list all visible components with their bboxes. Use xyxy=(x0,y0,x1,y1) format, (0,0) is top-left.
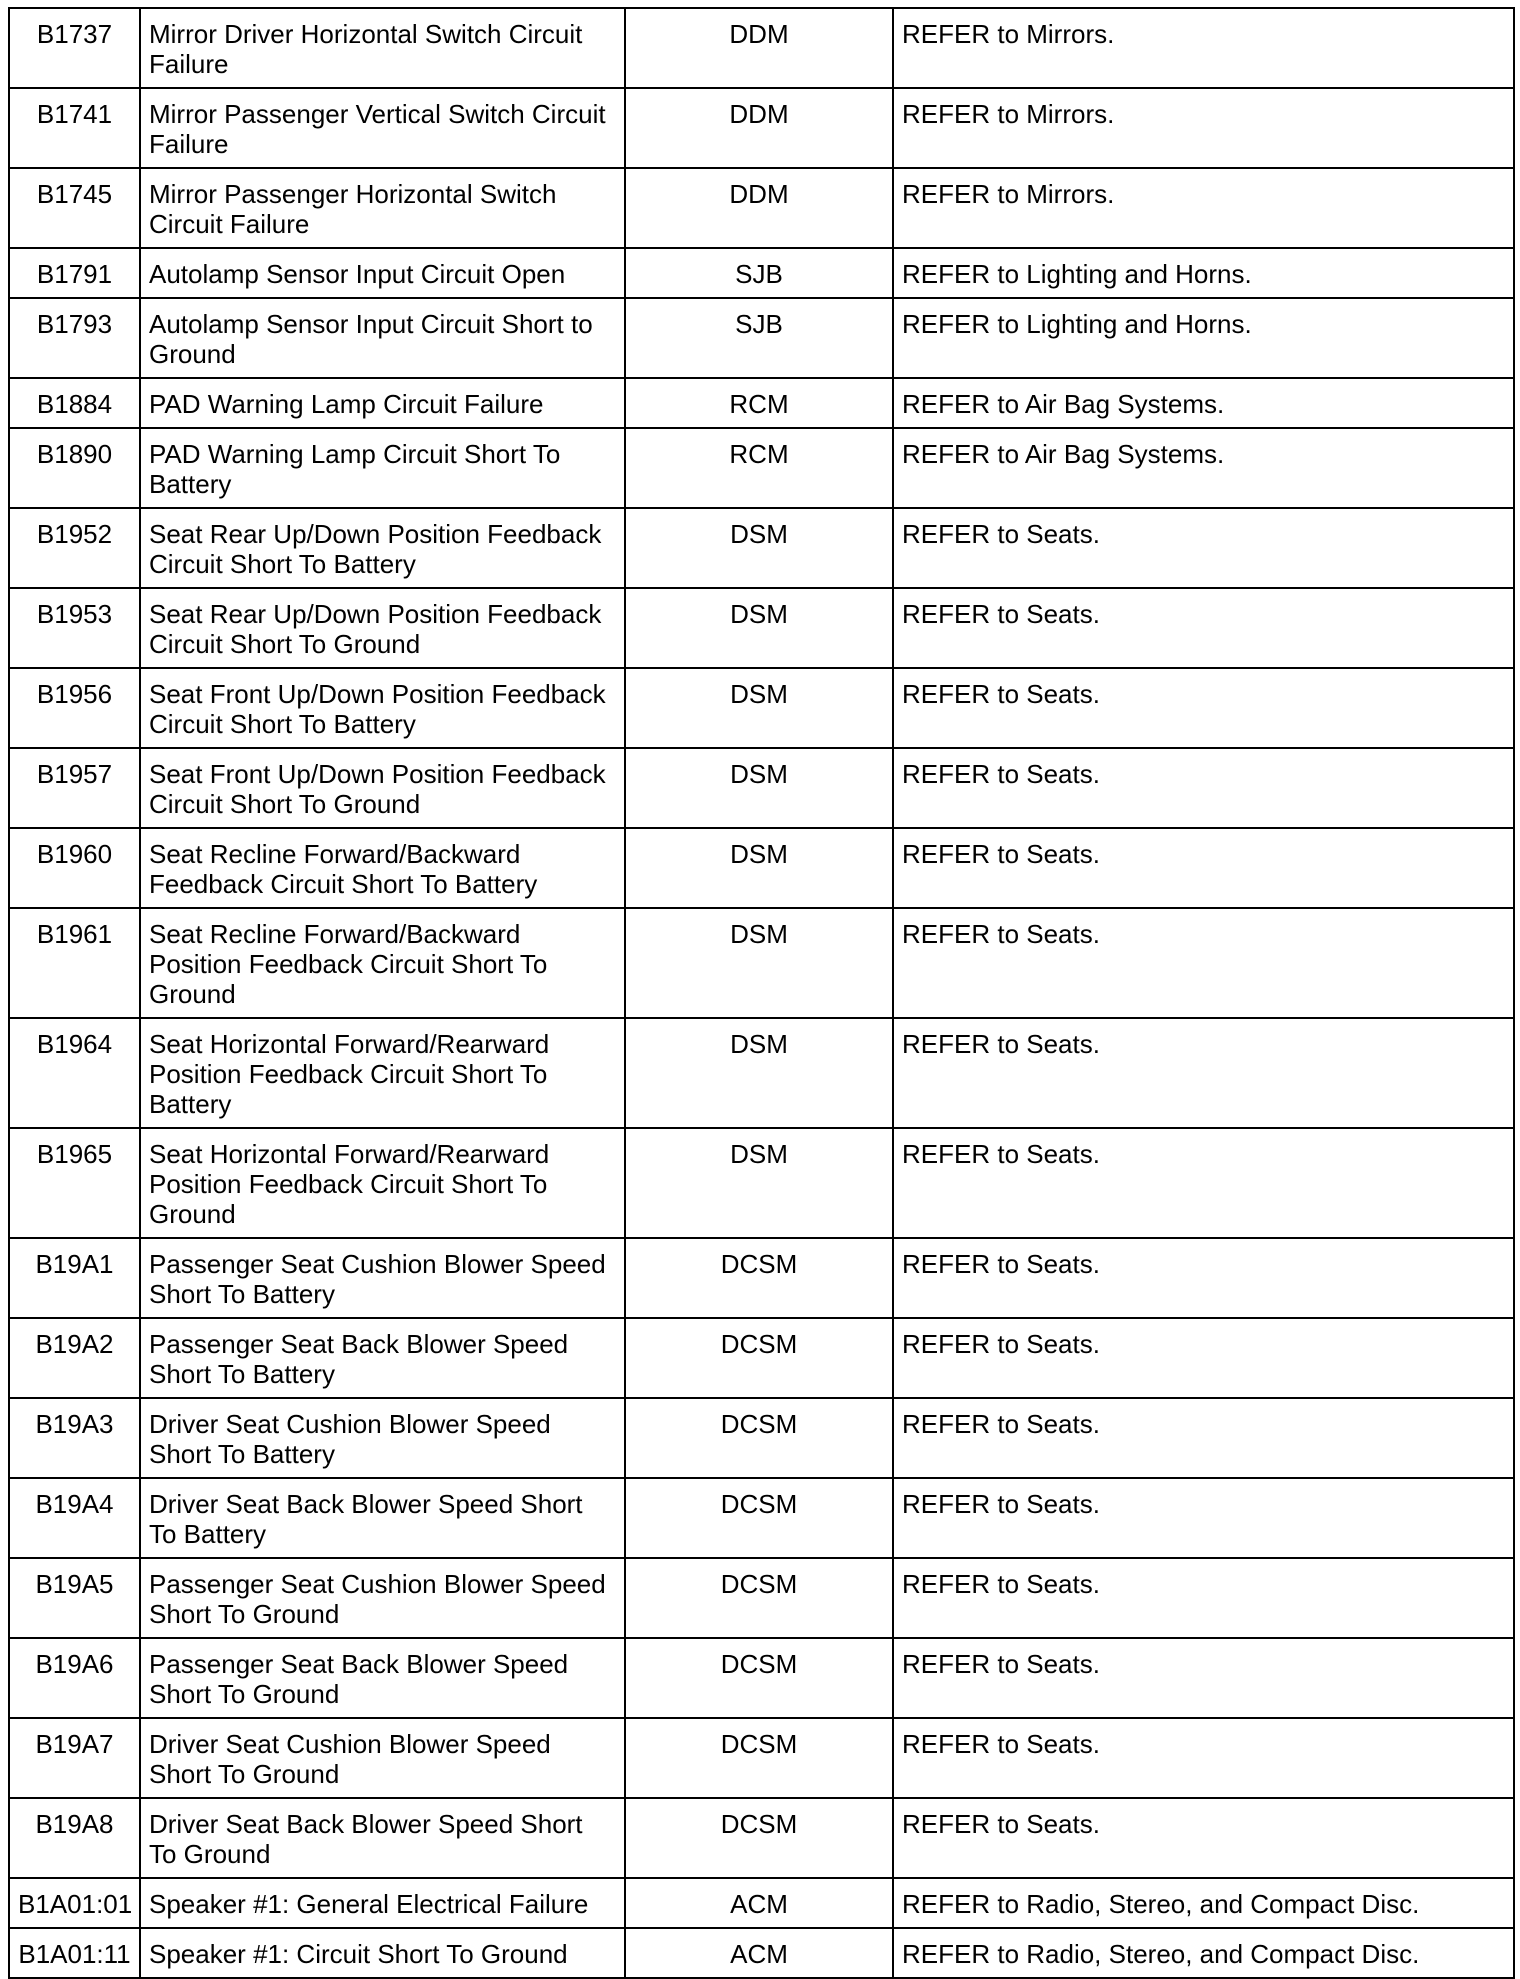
dtc-action-cell: REFER to Seats. xyxy=(893,748,1514,828)
dtc-module-cell: DCSM xyxy=(625,1398,893,1478)
dtc-module-cell: DCSM xyxy=(625,1478,893,1558)
dtc-action-cell: REFER to Seats. xyxy=(893,1478,1514,1558)
dtc-action-cell: REFER to Seats. xyxy=(893,1798,1514,1878)
dtc-code-cell: B1965 xyxy=(9,1128,140,1238)
dtc-code-cell: B1961 xyxy=(9,908,140,1018)
dtc-code-cell: B19A3 xyxy=(9,1398,140,1478)
table-row xyxy=(9,1878,1514,1928)
dtc-code-cell: B19A4 xyxy=(9,1478,140,1558)
table-row xyxy=(9,298,1514,378)
table-row xyxy=(9,168,1514,248)
dtc-module-cell: ACM xyxy=(625,1878,893,1928)
dtc-code-cell: B1745 xyxy=(9,168,140,248)
dtc-description-cell: Driver Seat Back Blower Speed Short To Ground xyxy=(140,1798,625,1878)
table-row xyxy=(9,8,1514,88)
dtc-module-cell: SJB xyxy=(625,248,893,298)
dtc-action-cell: REFER to Mirrors. xyxy=(893,8,1514,88)
dtc-code-cell: B1964 xyxy=(9,1018,140,1128)
dtc-description-cell: Autolamp Sensor Input Circuit Short to Ground xyxy=(140,298,625,378)
dtc-description-cell: Mirror Driver Horizontal Switch Circuit Failure xyxy=(140,8,625,88)
dtc-table xyxy=(8,7,1515,1979)
dtc-description-cell: Speaker #1: Circuit Short To Ground xyxy=(140,1928,625,1978)
dtc-description-cell: Seat Recline Forward/Backward Feedback Circuit Short To Battery xyxy=(140,828,625,908)
table-row xyxy=(9,1718,1514,1798)
table-row xyxy=(9,428,1514,508)
dtc-module-cell: DCSM xyxy=(625,1238,893,1318)
dtc-code-cell: B1952 xyxy=(9,508,140,588)
dtc-module-cell: DSM xyxy=(625,668,893,748)
dtc-code-cell: B19A1 xyxy=(9,1238,140,1318)
dtc-action-cell: REFER to Lighting and Horns. xyxy=(893,248,1514,298)
dtc-code-cell: B1737 xyxy=(9,8,140,88)
dtc-description-cell: Seat Rear Up/Down Position Feedback Circuit Short To Battery xyxy=(140,508,625,588)
dtc-action-cell: REFER to Air Bag Systems. xyxy=(893,378,1514,428)
dtc-code-cell: B19A2 xyxy=(9,1318,140,1398)
dtc-action-cell: REFER to Radio, Stereo, and Compact Disc. xyxy=(893,1928,1514,1978)
dtc-description-cell: Speaker #1: General Electrical Failure xyxy=(140,1878,625,1928)
dtc-description-cell: Autolamp Sensor Input Circuit Open xyxy=(140,248,625,298)
dtc-description-cell: Seat Horizontal Forward/Rearward Position Feedback Circuit Short To Ground xyxy=(140,1128,625,1238)
dtc-action-cell: REFER to Mirrors. xyxy=(893,168,1514,248)
dtc-action-cell: REFER to Seats. xyxy=(893,508,1514,588)
dtc-description-cell: Seat Horizontal Forward/Rearward Position Feedback Circuit Short To Battery xyxy=(140,1018,625,1128)
table-row xyxy=(9,248,1514,298)
table-row xyxy=(9,908,1514,1018)
dtc-code-cell: B1A01:11 xyxy=(9,1928,140,1978)
dtc-code-cell: B1A01:01 xyxy=(9,1878,140,1928)
dtc-module-cell: ACM xyxy=(625,1928,893,1978)
dtc-module-cell: DSM xyxy=(625,748,893,828)
dtc-description-cell: PAD Warning Lamp Circuit Short To Battery xyxy=(140,428,625,508)
dtc-module-cell: DCSM xyxy=(625,1638,893,1718)
dtc-description-cell: Passenger Seat Back Blower Speed Short To Ground xyxy=(140,1638,625,1718)
dtc-action-cell: REFER to Seats. xyxy=(893,1718,1514,1798)
table-row xyxy=(9,1018,1514,1128)
dtc-action-cell: REFER to Seats. xyxy=(893,828,1514,908)
table-row xyxy=(9,1798,1514,1878)
table-row xyxy=(9,1238,1514,1318)
dtc-description-cell: Mirror Passenger Vertical Switch Circuit Failure xyxy=(140,88,625,168)
dtc-action-cell: REFER to Seats. xyxy=(893,1018,1514,1128)
table-row xyxy=(9,1638,1514,1718)
dtc-description-cell: Mirror Passenger Horizontal Switch Circuit Failure xyxy=(140,168,625,248)
dtc-action-cell: REFER to Seats. xyxy=(893,1238,1514,1318)
dtc-module-cell: DDM xyxy=(625,168,893,248)
dtc-description-cell: Seat Front Up/Down Position Feedback Circuit Short To Battery xyxy=(140,668,625,748)
dtc-description-cell: Seat Front Up/Down Position Feedback Circuit Short To Ground xyxy=(140,748,625,828)
dtc-description-cell: PAD Warning Lamp Circuit Failure xyxy=(140,378,625,428)
table-row xyxy=(9,668,1514,748)
dtc-action-cell: REFER to Seats. xyxy=(893,588,1514,668)
dtc-action-cell: REFER to Seats. xyxy=(893,1558,1514,1638)
dtc-description-cell: Passenger Seat Cushion Blower Speed Short To Battery xyxy=(140,1238,625,1318)
dtc-description-cell: Driver Seat Cushion Blower Speed Short To Ground xyxy=(140,1718,625,1798)
dtc-module-cell: RCM xyxy=(625,378,893,428)
dtc-action-cell: REFER to Seats. xyxy=(893,668,1514,748)
table-row xyxy=(9,378,1514,428)
table-row xyxy=(9,88,1514,168)
dtc-code-cell: B1953 xyxy=(9,588,140,668)
dtc-module-cell: DCSM xyxy=(625,1718,893,1798)
dtc-code-cell: B1884 xyxy=(9,378,140,428)
dtc-module-cell: SJB xyxy=(625,298,893,378)
dtc-code-cell: B1741 xyxy=(9,88,140,168)
table-row xyxy=(9,588,1514,668)
dtc-description-cell: Passenger Seat Back Blower Speed Short To Battery xyxy=(140,1318,625,1398)
dtc-description-cell: Passenger Seat Cushion Blower Speed Short To Ground xyxy=(140,1558,625,1638)
dtc-code-cell: B1957 xyxy=(9,748,140,828)
dtc-code-cell: B19A8 xyxy=(9,1798,140,1878)
dtc-module-cell: DDM xyxy=(625,88,893,168)
dtc-action-cell: REFER to Seats. xyxy=(893,1398,1514,1478)
dtc-code-cell: B1956 xyxy=(9,668,140,748)
dtc-action-cell: REFER to Radio, Stereo, and Compact Disc. xyxy=(893,1878,1514,1928)
dtc-module-cell: DCSM xyxy=(625,1558,893,1638)
dtc-description-cell: Driver Seat Back Blower Speed Short To Battery xyxy=(140,1478,625,1558)
dtc-module-cell: DSM xyxy=(625,828,893,908)
dtc-code-cell: B1791 xyxy=(9,248,140,298)
dtc-description-cell: Seat Recline Forward/Backward Position Feedback Circuit Short To Ground xyxy=(140,908,625,1018)
table-row xyxy=(9,1398,1514,1478)
table-row xyxy=(9,828,1514,908)
dtc-code-cell: B1890 xyxy=(9,428,140,508)
dtc-description-cell: Seat Rear Up/Down Position Feedback Circuit Short To Ground xyxy=(140,588,625,668)
dtc-table-body xyxy=(9,8,1514,1978)
table-row xyxy=(9,1128,1514,1238)
dtc-code-cell: B19A5 xyxy=(9,1558,140,1638)
dtc-module-cell: DSM xyxy=(625,1128,893,1238)
dtc-action-cell: REFER to Lighting and Horns. xyxy=(893,298,1514,378)
table-row xyxy=(9,748,1514,828)
dtc-action-cell: REFER to Seats. xyxy=(893,1318,1514,1398)
table-row xyxy=(9,1478,1514,1558)
dtc-module-cell: DSM xyxy=(625,508,893,588)
table-row xyxy=(9,1318,1514,1398)
dtc-action-cell: REFER to Seats. xyxy=(893,908,1514,1018)
dtc-module-cell: DSM xyxy=(625,908,893,1018)
table-row xyxy=(9,508,1514,588)
dtc-action-cell: REFER to Mirrors. xyxy=(893,88,1514,168)
dtc-module-cell: DSM xyxy=(625,1018,893,1128)
dtc-action-cell: REFER to Air Bag Systems. xyxy=(893,428,1514,508)
dtc-action-cell: REFER to Seats. xyxy=(893,1638,1514,1718)
dtc-module-cell: DSM xyxy=(625,588,893,668)
dtc-description-cell: Driver Seat Cushion Blower Speed Short To Battery xyxy=(140,1398,625,1478)
table-row xyxy=(9,1558,1514,1638)
dtc-module-cell: DDM xyxy=(625,8,893,88)
dtc-code-cell: B19A7 xyxy=(9,1718,140,1798)
dtc-module-cell: RCM xyxy=(625,428,893,508)
dtc-code-cell: B1960 xyxy=(9,828,140,908)
dtc-module-cell: DCSM xyxy=(625,1318,893,1398)
dtc-code-cell: B19A6 xyxy=(9,1638,140,1718)
table-row xyxy=(9,1928,1514,1978)
dtc-action-cell: REFER to Seats. xyxy=(893,1128,1514,1238)
dtc-code-cell: B1793 xyxy=(9,298,140,378)
dtc-module-cell: DCSM xyxy=(625,1798,893,1878)
